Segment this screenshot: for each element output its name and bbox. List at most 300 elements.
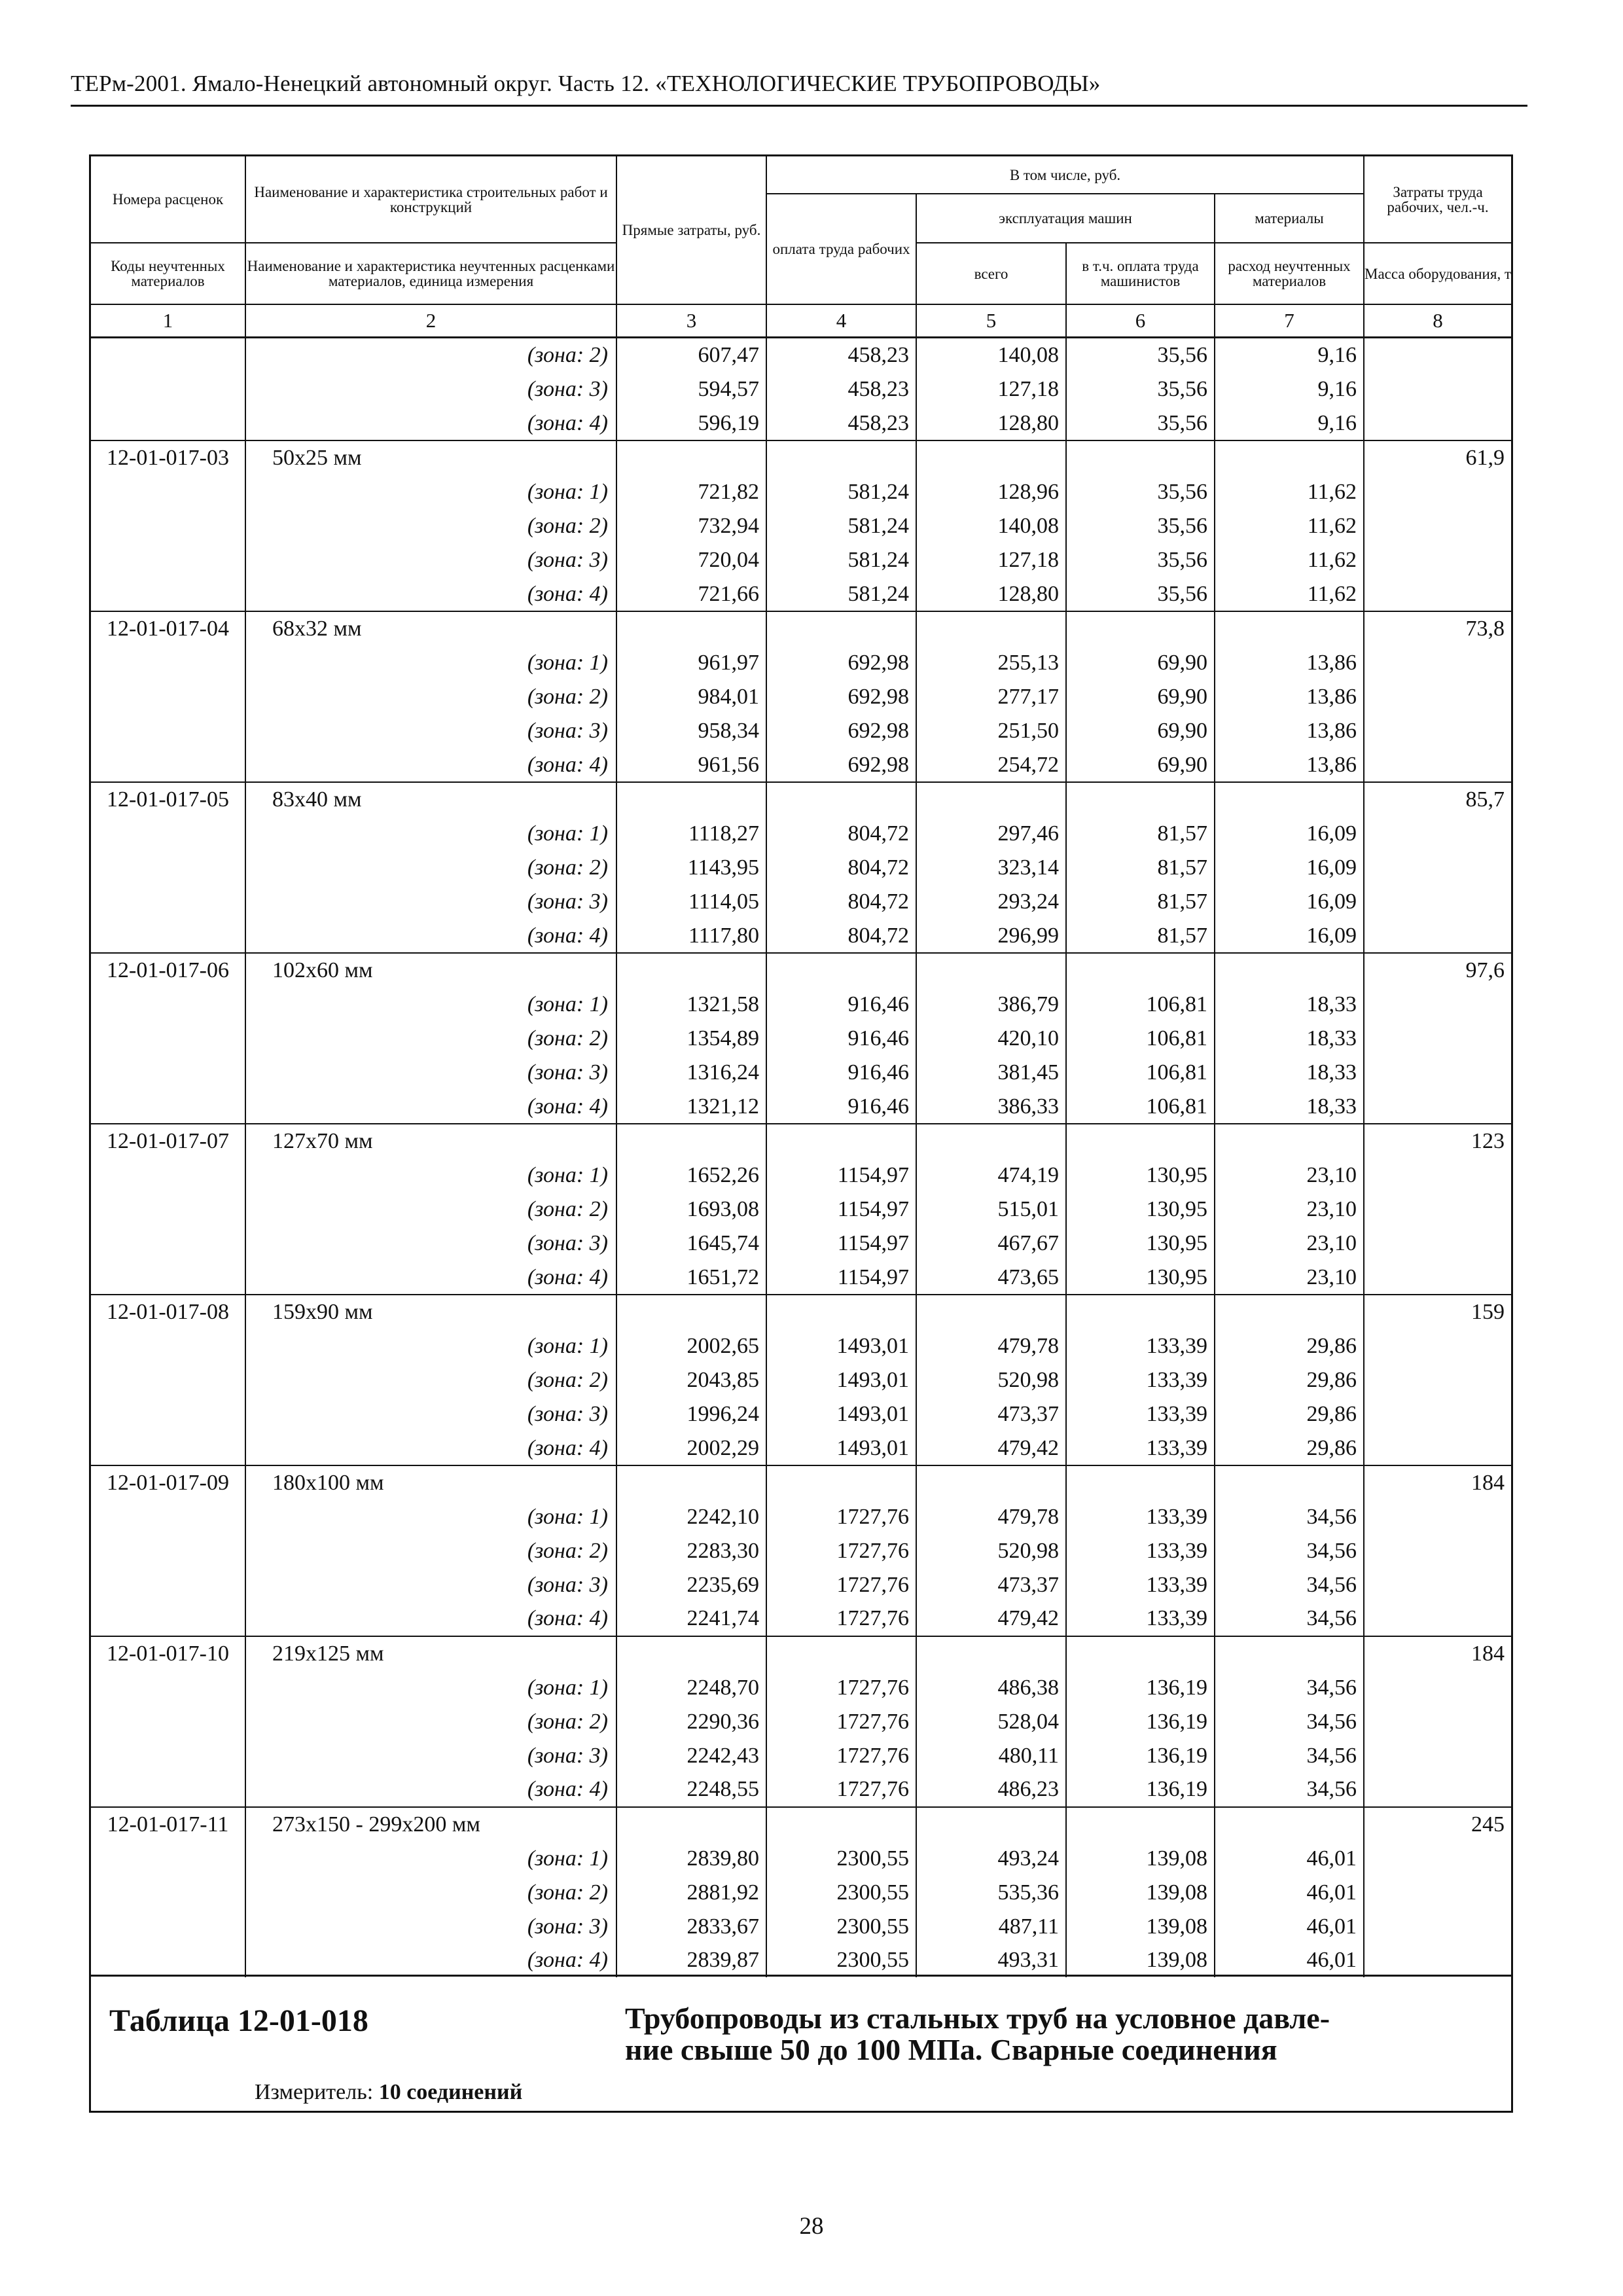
rate-code-cell: 12-01-017-07 <box>91 1124 245 1158</box>
labor-hours-cell: 97,6 <box>1364 953 1511 988</box>
operators-pay-cell: 81,57 <box>1066 919 1215 954</box>
machines-cost-cell: 251,50 <box>916 714 1066 748</box>
zone-row <box>91 1090 1511 1124</box>
empty-cell <box>91 714 245 748</box>
empty-cell <box>1364 1876 1511 1910</box>
machines-cost-cell: 127,18 <box>916 543 1066 577</box>
direct-cost-cell: 961,56 <box>616 748 766 783</box>
machines-cost-cell: 479,78 <box>916 1500 1066 1534</box>
workers-pay-cell: 916,46 <box>766 1090 916 1124</box>
zone-row <box>91 338 1511 372</box>
direct-cost-cell: 2839,80 <box>616 1842 766 1876</box>
work-name-cell: 83х40 мм <box>245 782 616 817</box>
zone-row <box>91 919 1511 954</box>
operators-pay-cell: 106,81 <box>1066 1090 1215 1124</box>
header-rule <box>71 105 1527 107</box>
header-including: В том числе, руб. <box>766 156 1364 194</box>
workers-pay-cell: 1154,97 <box>766 1261 916 1295</box>
empty-cell <box>1364 1056 1511 1090</box>
empty-cell <box>1364 338 1511 372</box>
workers-pay-cell: 1493,01 <box>766 1431 916 1466</box>
empty-cell <box>1066 440 1215 475</box>
empty-cell <box>91 1772 245 1807</box>
zone-row <box>91 1397 1511 1431</box>
operators-pay-cell: 35,56 <box>1066 543 1215 577</box>
materials-cost-cell: 13,86 <box>1215 748 1364 783</box>
zone-label-cell: (зона: 1) <box>245 1500 616 1534</box>
machines-cost-cell: 323,14 <box>916 851 1066 885</box>
rate-code-cell: 12-01-017-06 <box>91 953 245 988</box>
zone-label-cell: (зона: 3) <box>245 372 616 406</box>
work-name-cell: 50х25 мм <box>245 440 616 475</box>
zone-row <box>91 885 1511 919</box>
empty-cell <box>1364 1022 1511 1056</box>
workers-pay-cell: 1727,76 <box>766 1568 916 1602</box>
zone-label-cell: (зона: 4) <box>245 1261 616 1295</box>
materials-cost-cell: 9,16 <box>1215 338 1364 372</box>
operators-pay-cell: 81,57 <box>1066 817 1215 851</box>
empty-cell <box>91 1910 245 1944</box>
materials-cost-cell: 18,33 <box>1215 1090 1364 1124</box>
operators-pay-cell: 133,39 <box>1066 1602 1215 1636</box>
machines-cost-cell: 479,78 <box>916 1329 1066 1363</box>
workers-pay-cell: 1493,01 <box>766 1397 916 1431</box>
empty-cell <box>91 1397 245 1431</box>
materials-cost-cell: 29,86 <box>1215 1397 1364 1431</box>
direct-cost-cell: 2290,36 <box>616 1705 766 1739</box>
rate-group-row <box>91 1295 1511 1329</box>
empty-cell <box>1364 543 1511 577</box>
materials-cost-cell: 34,56 <box>1215 1705 1364 1739</box>
empty-cell <box>91 1842 245 1876</box>
zone-label-cell: (зона: 1) <box>245 1671 616 1705</box>
header-equipment-mass: Масса оборудования, т <box>1364 243 1511 304</box>
empty-cell <box>91 1739 245 1773</box>
column-number: 2 <box>245 304 616 338</box>
operators-pay-cell: 133,39 <box>1066 1431 1215 1466</box>
empty-cell <box>1364 1431 1511 1466</box>
empty-cell <box>1066 1295 1215 1329</box>
zone-label-cell: (зона: 3) <box>245 714 616 748</box>
materials-cost-cell: 11,62 <box>1215 475 1364 509</box>
empty-cell <box>616 1636 766 1671</box>
operators-pay-cell: 130,95 <box>1066 1227 1215 1261</box>
rate-group-row <box>91 782 1511 817</box>
operators-pay-cell: 139,08 <box>1066 1876 1215 1910</box>
zone-row <box>91 851 1511 885</box>
empty-cell <box>1364 1705 1511 1739</box>
empty-cell <box>766 1124 916 1158</box>
workers-pay-cell: 692,98 <box>766 748 916 783</box>
zone-row <box>91 1261 1511 1295</box>
empty-cell <box>1364 406 1511 441</box>
materials-cost-cell: 13,86 <box>1215 714 1364 748</box>
workers-pay-cell: 581,24 <box>766 577 916 612</box>
direct-cost-cell: 607,47 <box>616 338 766 372</box>
empty-cell <box>916 1295 1066 1329</box>
zone-row <box>91 817 1511 851</box>
direct-cost-cell: 720,04 <box>616 543 766 577</box>
machines-cost-cell: 520,98 <box>916 1363 1066 1397</box>
workers-pay-cell: 916,46 <box>766 1022 916 1056</box>
zone-row <box>91 509 1511 543</box>
operators-pay-cell: 106,81 <box>1066 988 1215 1022</box>
zone-label-cell: (зона: 3) <box>245 885 616 919</box>
workers-pay-cell: 1154,97 <box>766 1158 916 1193</box>
zone-label-cell: (зона: 2) <box>245 1876 616 1910</box>
column-number: 3 <box>616 304 766 338</box>
empty-cell <box>91 1876 245 1910</box>
empty-cell <box>616 1124 766 1158</box>
empty-cell <box>1364 509 1511 543</box>
direct-cost-cell: 2248,55 <box>616 1772 766 1807</box>
empty-cell <box>616 1465 766 1500</box>
materials-cost-cell: 18,33 <box>1215 988 1364 1022</box>
rate-code-cell: 12-01-017-10 <box>91 1636 245 1671</box>
machines-cost-cell: 467,67 <box>916 1227 1066 1261</box>
operators-pay-cell: 133,39 <box>1066 1500 1215 1534</box>
zone-label-cell: (зона: 3) <box>245 1910 616 1944</box>
zone-row <box>91 680 1511 714</box>
materials-cost-cell: 16,09 <box>1215 919 1364 954</box>
empty-cell <box>91 748 245 783</box>
empty-cell <box>91 577 245 612</box>
empty-cell <box>1364 1500 1511 1534</box>
zone-label-cell: (зона: 1) <box>245 1842 616 1876</box>
zone-row <box>91 1329 1511 1363</box>
column-number: 1 <box>91 304 245 338</box>
empty-cell <box>1364 1943 1511 1977</box>
rate-group-row <box>91 1465 1511 1500</box>
materials-cost-cell: 29,86 <box>1215 1329 1364 1363</box>
empty-cell <box>766 1807 916 1842</box>
operators-pay-cell: 35,56 <box>1066 509 1215 543</box>
workers-pay-cell: 1727,76 <box>766 1772 916 1807</box>
empty-cell <box>1215 440 1364 475</box>
machines-cost-cell: 128,96 <box>916 475 1066 509</box>
operators-pay-cell: 139,08 <box>1066 1943 1215 1977</box>
zone-row <box>91 372 1511 406</box>
empty-cell <box>1364 1090 1511 1124</box>
empty-cell <box>1364 577 1511 612</box>
zone-label-cell: (зона: 4) <box>245 919 616 954</box>
empty-cell <box>1364 1534 1511 1568</box>
measure-value: 10 соединений <box>378 2080 523 2104</box>
machines-cost-cell: 277,17 <box>916 680 1066 714</box>
rate-group-row <box>91 440 1511 475</box>
machines-cost-cell: 473,37 <box>916 1397 1066 1431</box>
empty-cell <box>91 680 245 714</box>
direct-cost-cell: 1652,26 <box>616 1158 766 1193</box>
operators-pay-cell: 69,90 <box>1066 714 1215 748</box>
materials-cost-cell: 18,33 <box>1215 1022 1364 1056</box>
empty-cell <box>1215 782 1364 817</box>
direct-cost-cell: 2242,10 <box>616 1500 766 1534</box>
zone-label-cell: (зона: 2) <box>245 338 616 372</box>
empty-cell <box>91 1534 245 1568</box>
materials-cost-cell: 23,10 <box>1215 1227 1364 1261</box>
zone-row <box>91 1431 1511 1466</box>
zone-label-cell: (зона: 1) <box>245 475 616 509</box>
operators-pay-cell: 136,19 <box>1066 1671 1215 1705</box>
operators-pay-cell: 130,95 <box>1066 1158 1215 1193</box>
operators-pay-cell: 130,95 <box>1066 1193 1215 1227</box>
machines-cost-cell: 480,11 <box>916 1739 1066 1773</box>
table-number: Таблица 12-01-018 <box>109 2003 368 2038</box>
direct-cost-cell: 2242,43 <box>616 1739 766 1773</box>
materials-cost-cell: 18,33 <box>1215 1056 1364 1090</box>
zone-label-cell: (зона: 1) <box>245 817 616 851</box>
direct-cost-cell: 2248,70 <box>616 1671 766 1705</box>
empty-cell <box>1364 1568 1511 1602</box>
zone-label-cell: (зона: 3) <box>245 1739 616 1773</box>
direct-cost-cell: 596,19 <box>616 406 766 441</box>
empty-cell <box>1364 919 1511 954</box>
materials-cost-cell: 34,56 <box>1215 1534 1364 1568</box>
empty-cell <box>91 406 245 441</box>
direct-cost-cell: 2881,92 <box>616 1876 766 1910</box>
header-operators-pay: в т.ч. оплата труда машинистов <box>1066 243 1215 304</box>
operators-pay-cell: 133,39 <box>1066 1397 1215 1431</box>
workers-pay-cell: 1727,76 <box>766 1534 916 1568</box>
materials-cost-cell: 34,56 <box>1215 1772 1364 1807</box>
rate-code-cell: 12-01-017-03 <box>91 440 245 475</box>
materials-cost-cell: 34,56 <box>1215 1602 1364 1636</box>
empty-cell <box>1364 1329 1511 1363</box>
machines-cost-cell: 479,42 <box>916 1602 1066 1636</box>
rate-code-cell: 12-01-017-08 <box>91 1295 245 1329</box>
operators-pay-cell: 35,56 <box>1066 372 1215 406</box>
empty-cell <box>91 988 245 1022</box>
empty-cell <box>1215 1295 1364 1329</box>
zone-row <box>91 1705 1511 1739</box>
zone-label-cell: (зона: 4) <box>245 1943 616 1977</box>
operators-pay-cell: 136,19 <box>1066 1705 1215 1739</box>
zone-label-cell: (зона: 2) <box>245 1193 616 1227</box>
labor-hours-cell: 73,8 <box>1364 611 1511 646</box>
zone-row <box>91 1842 1511 1876</box>
materials-cost-cell: 46,01 <box>1215 1842 1364 1876</box>
workers-pay-cell: 692,98 <box>766 714 916 748</box>
machines-cost-cell: 493,24 <box>916 1842 1066 1876</box>
empty-cell <box>766 1465 916 1500</box>
materials-cost-cell: 34,56 <box>1215 1671 1364 1705</box>
operators-pay-cell: 136,19 <box>1066 1772 1215 1807</box>
empty-cell <box>1066 1636 1215 1671</box>
workers-pay-cell: 804,72 <box>766 885 916 919</box>
empty-cell <box>1364 1671 1511 1705</box>
work-name-cell: 273х150 - 299х200 мм <box>245 1807 616 1842</box>
machines-cost-cell: 420,10 <box>916 1022 1066 1056</box>
empty-cell <box>916 1465 1066 1500</box>
workers-pay-cell: 1727,76 <box>766 1705 916 1739</box>
empty-cell <box>91 1056 245 1090</box>
table-title-line: Трубопроводы из стальных труб на условное давле- <box>625 2001 1330 2035</box>
workers-pay-cell: 804,72 <box>766 817 916 851</box>
zone-label-cell: (зона: 4) <box>245 1772 616 1807</box>
rate-group-row <box>91 611 1511 646</box>
empty-cell <box>1215 953 1364 988</box>
materials-cost-cell: 46,01 <box>1215 1943 1364 1977</box>
direct-cost-cell: 2283,30 <box>616 1534 766 1568</box>
column-numbers-row <box>91 304 1511 338</box>
empty-cell <box>616 611 766 646</box>
zone-label-cell: (зона: 2) <box>245 851 616 885</box>
empty-cell <box>916 440 1066 475</box>
empty-cell <box>916 1636 1066 1671</box>
materials-cost-cell: 16,09 <box>1215 885 1364 919</box>
zone-row <box>91 1568 1511 1602</box>
workers-pay-cell: 1493,01 <box>766 1329 916 1363</box>
empty-cell <box>1364 714 1511 748</box>
column-number: 8 <box>1364 304 1511 338</box>
zone-row <box>91 1056 1511 1090</box>
operators-pay-cell: 35,56 <box>1066 338 1215 372</box>
machines-cost-cell: 128,80 <box>916 406 1066 441</box>
zone-row <box>91 646 1511 680</box>
work-name-cell: 127х70 мм <box>245 1124 616 1158</box>
column-number: 4 <box>766 304 916 338</box>
operators-pay-cell: 69,90 <box>1066 680 1215 714</box>
materials-cost-cell: 34,56 <box>1215 1739 1364 1773</box>
work-name-cell: 180х100 мм <box>245 1465 616 1500</box>
direct-cost-cell: 2839,87 <box>616 1943 766 1977</box>
zone-label-cell: (зона: 4) <box>245 406 616 441</box>
zone-label-cell: (зона: 2) <box>245 1705 616 1739</box>
materials-cost-cell: 11,62 <box>1215 543 1364 577</box>
direct-cost-cell: 594,57 <box>616 372 766 406</box>
zone-row <box>91 748 1511 783</box>
machines-cost-cell: 473,65 <box>916 1261 1066 1295</box>
rate-code-cell: 12-01-017-09 <box>91 1465 245 1500</box>
direct-cost-cell: 1117,80 <box>616 919 766 954</box>
empty-cell <box>916 1807 1066 1842</box>
empty-cell <box>1364 1910 1511 1944</box>
empty-cell <box>1215 1465 1364 1500</box>
materials-cost-cell: 13,86 <box>1215 680 1364 714</box>
machines-cost-cell: 386,79 <box>916 988 1066 1022</box>
workers-pay-cell: 581,24 <box>766 475 916 509</box>
header-workers-pay: оплата труда рабочих <box>766 194 916 304</box>
direct-cost-cell: 2235,69 <box>616 1568 766 1602</box>
workers-pay-cell: 1154,97 <box>766 1227 916 1261</box>
zone-row <box>91 577 1511 612</box>
machines-cost-cell: 520,98 <box>916 1534 1066 1568</box>
empty-cell <box>91 1329 245 1363</box>
header-unaccounted-materials: расход неучтенных материалов <box>1215 243 1364 304</box>
materials-cost-cell: 16,09 <box>1215 817 1364 851</box>
machines-cost-cell: 486,23 <box>916 1772 1066 1807</box>
empty-cell <box>91 1022 245 1056</box>
labor-hours-cell: 123 <box>1364 1124 1511 1158</box>
empty-cell <box>1364 680 1511 714</box>
direct-cost-cell: 1316,24 <box>616 1056 766 1090</box>
direct-cost-cell: 1321,58 <box>616 988 766 1022</box>
workers-pay-cell: 2300,55 <box>766 1842 916 1876</box>
materials-cost-cell: 23,10 <box>1215 1158 1364 1193</box>
operators-pay-cell: 81,57 <box>1066 885 1215 919</box>
workers-pay-cell: 692,98 <box>766 646 916 680</box>
workers-pay-cell: 581,24 <box>766 543 916 577</box>
zone-label-cell: (зона: 4) <box>245 748 616 783</box>
materials-cost-cell: 11,62 <box>1215 509 1364 543</box>
direct-cost-cell: 2833,67 <box>616 1910 766 1944</box>
zone-row <box>91 1876 1511 1910</box>
table-title <box>625 2003 1476 2066</box>
operators-pay-cell: 69,90 <box>1066 748 1215 783</box>
machines-cost-cell: 297,46 <box>916 817 1066 851</box>
header-material-codes: Коды неучтенных материалов <box>91 243 245 304</box>
workers-pay-cell: 458,23 <box>766 406 916 441</box>
zone-row <box>91 475 1511 509</box>
empty-cell <box>1364 1363 1511 1397</box>
next-table-header <box>91 1975 1511 2113</box>
labor-hours-cell: 159 <box>1364 1295 1511 1329</box>
zone-label-cell: (зона: 1) <box>245 1158 616 1193</box>
empty-cell <box>91 1261 245 1295</box>
machines-cost-cell: 515,01 <box>916 1193 1066 1227</box>
empty-cell <box>616 1295 766 1329</box>
direct-cost-cell: 961,97 <box>616 646 766 680</box>
column-number: 6 <box>1066 304 1215 338</box>
rate-code-cell: 12-01-017-11 <box>91 1807 245 1842</box>
machines-cost-cell: 486,38 <box>916 1671 1066 1705</box>
zone-row <box>91 1193 1511 1227</box>
operators-pay-cell: 139,08 <box>1066 1910 1215 1944</box>
direct-cost-cell: 721,82 <box>616 475 766 509</box>
zone-label-cell: (зона: 3) <box>245 1056 616 1090</box>
empty-cell <box>1364 1397 1511 1431</box>
operators-pay-cell: 133,39 <box>1066 1363 1215 1397</box>
running-header: ТЕРм-2001. Ямало-Ненецкий автономный округ. Часть 12. «ТЕХНОЛОГИЧЕСКИЕ ТРУБОПРОВОДЫ» <box>71 71 1101 96</box>
zone-label-cell: (зона: 2) <box>245 1022 616 1056</box>
empty-cell <box>766 782 916 817</box>
rate-group-row <box>91 1124 1511 1158</box>
workers-pay-cell: 458,23 <box>766 372 916 406</box>
machines-cost-cell: 381,45 <box>916 1056 1066 1090</box>
materials-cost-cell: 9,16 <box>1215 372 1364 406</box>
direct-cost-cell: 2002,29 <box>616 1431 766 1466</box>
empty-cell <box>91 885 245 919</box>
materials-cost-cell: 46,01 <box>1215 1910 1364 1944</box>
empty-cell <box>1364 475 1511 509</box>
machines-cost-cell: 487,11 <box>916 1910 1066 1944</box>
empty-cell <box>616 1807 766 1842</box>
workers-pay-cell: 804,72 <box>766 919 916 954</box>
direct-cost-cell: 1118,27 <box>616 817 766 851</box>
workers-pay-cell: 1727,76 <box>766 1671 916 1705</box>
empty-cell <box>91 1671 245 1705</box>
zone-label-cell: (зона: 2) <box>245 509 616 543</box>
empty-cell <box>1364 1158 1511 1193</box>
workers-pay-cell: 1727,76 <box>766 1500 916 1534</box>
zone-label-cell: (зона: 4) <box>245 577 616 612</box>
page-number: 28 <box>799 2213 824 2240</box>
empty-cell <box>91 1227 245 1261</box>
zone-row <box>91 1227 1511 1261</box>
zone-label-cell: (зона: 4) <box>245 1602 616 1636</box>
empty-cell <box>766 611 916 646</box>
machines-cost-cell: 254,72 <box>916 748 1066 783</box>
workers-pay-cell: 581,24 <box>766 509 916 543</box>
empty-cell <box>91 1568 245 1602</box>
direct-cost-cell: 984,01 <box>616 680 766 714</box>
measurement-unit <box>255 2080 522 2105</box>
machines-cost-cell: 140,08 <box>916 338 1066 372</box>
rates-table <box>91 156 1511 1977</box>
empty-cell <box>91 646 245 680</box>
empty-cell <box>91 543 245 577</box>
